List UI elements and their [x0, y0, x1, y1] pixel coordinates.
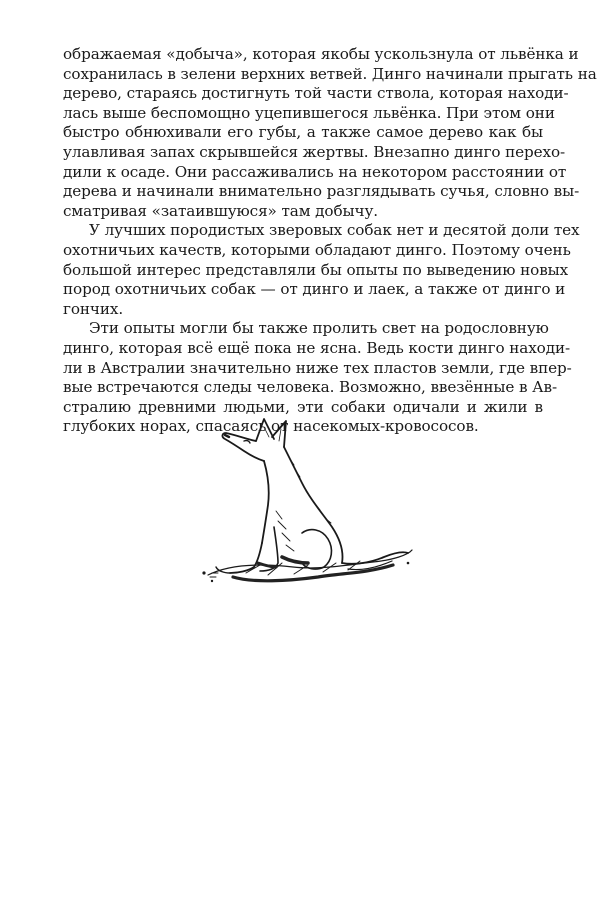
- text-line: динго, которая всё ещё пока не ясна. Ведь кости динго находи-: [63, 338, 571, 357]
- text-line: дерево, стараясь достигнуть той части ствола, которая находи-: [63, 84, 569, 103]
- text-line: стралию древними людьми, эти собаки одичали и жили в: [63, 397, 543, 416]
- text-line: сматривая «затаившуюся» там добычу.: [63, 201, 379, 220]
- text-line: вые встречаются следы человека. Возможно, ввезённые в Ав-: [63, 378, 558, 397]
- text-line: дили к осаде. Они рассаживались на некотором расстоянии от: [63, 162, 567, 181]
- text-line: дерева и начинали внимательно разглядывать сучья, словно вы-: [63, 182, 580, 201]
- text-line: У лучших породистых зверовых собак нет и десятой доли тех: [89, 221, 580, 240]
- text-line: большой интерес представляли бы опыты по выведению новых: [63, 260, 569, 279]
- body-text: [63, 45, 597, 437]
- paragraph-2: [63, 221, 580, 319]
- text-line: ображаемая «добыча», которая якобы ускользнула от львёнка и: [63, 45, 579, 63]
- text-line: Эти опыты могли бы также пролить свет на родословную: [89, 319, 549, 338]
- text-line: улавливая запах скрывшейся жертвы. Внезапно динго перехо-: [63, 142, 566, 161]
- text-line: сохранилась в зелени верхних ветвей. Динго начинали прыгать на: [63, 64, 597, 83]
- text-line: глубоких норах, спасаясь от насекомых-кровососов.: [63, 417, 479, 436]
- text-line: быстро обнюхивали его губы, а также самое дерево как бы: [63, 123, 543, 142]
- text-line: лась выше беспомощно уцепившегося львёнка. При этом они: [63, 103, 555, 122]
- text-line: пород охотничьих собак — от динго и лаек, а также от динго и: [63, 280, 566, 299]
- text-line: ли в Австралии значительно ниже тех пластов земли, где впер-: [63, 358, 572, 377]
- paragraph-1: [63, 45, 597, 221]
- text-line: охотничьих качеств, которыми обладают динго. Поэтому очень: [63, 240, 571, 259]
- dingo-sitting-icon: [198, 415, 418, 590]
- text-line: гончих.: [63, 299, 124, 318]
